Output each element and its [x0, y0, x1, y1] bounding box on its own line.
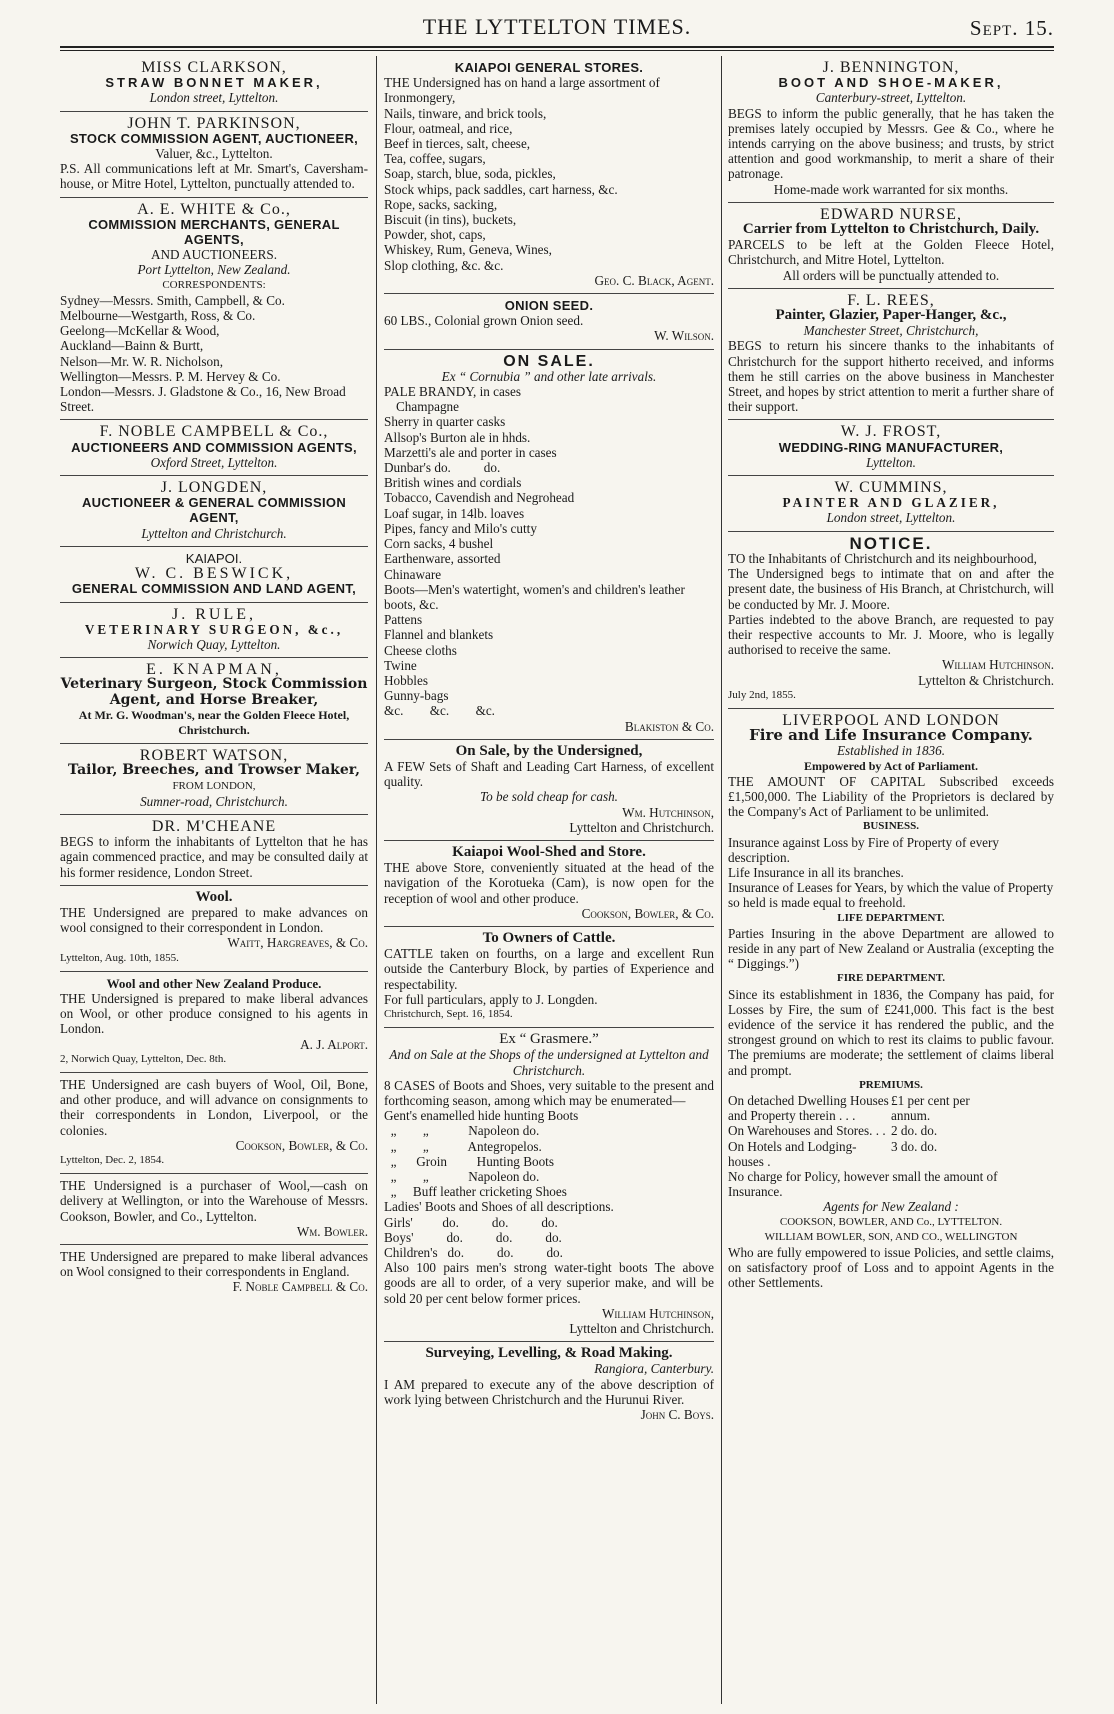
ad-name: J. LONGDEN, — [160, 479, 268, 497]
ad-item: Stock whips, pack saddles, cart harness, &c. — [384, 181, 618, 197]
premium-label: On Warehouses and Stores. . . — [728, 1123, 886, 1139]
ad-signature: Wm. Hutchinson, — [622, 804, 714, 820]
ad-item: Pattens — [384, 612, 423, 628]
ad-knapman — [60, 658, 368, 744]
ad-name: ROBERT WATSON, — [139, 747, 289, 765]
ad-item: Tea, coffee, sugars, — [384, 151, 486, 167]
ad-address: At Mr. G. Woodman's, near the Golden Fleece Hotel, Christchurch. — [78, 707, 350, 737]
ad-heading: KAIAPOI GENERAL STORES. — [454, 60, 644, 75]
ad-name: EDWARD NURSE, — [820, 205, 962, 223]
ad-item: Champagne — [396, 399, 459, 415]
ad-trade: PAINTER AND GLAZIER, — [782, 495, 1000, 511]
ad-item: Biscuit (in tins), buckets, — [384, 212, 517, 228]
ad-parkinson — [60, 112, 368, 198]
ad-item: Earthenware, assorted — [384, 551, 501, 567]
ad-name: LIVERPOOL AND LONDON — [782, 711, 1000, 729]
ad-text: I AM prepared to execute any of the above description of work lying between Christchurch and the Hurunui River. — [384, 1376, 714, 1407]
ad-address: Canterbury-street, Lyttelton. — [815, 90, 967, 106]
ad-date: Christchurch, Sept. 16, 1854. — [384, 1007, 513, 1020]
ad-signature: John C. Boys. — [640, 1407, 714, 1423]
ad-name: J. BENNINGTON, — [822, 59, 960, 76]
premium-rate: £1 per cent per — [891, 1093, 970, 1108]
ad-text: THE Undersigned is a purchaser of Wool,—cash on delivery at Wellington, or into the Warehouse of Messrs. Cookson, Bowler, and Co., Lyttelton. — [60, 1178, 368, 1224]
ad-sub: Empowered by Act of Parliament. — [803, 758, 979, 773]
column-3 — [728, 56, 1054, 1704]
premium-row — [728, 1139, 1054, 1169]
ad-trade: COMMISSION MERCHANTS, GENERAL AGENTS, — [88, 216, 340, 248]
ad-sub: AND AUCTIONEERS. — [150, 247, 277, 263]
ad-address: Rangiora, Canterbury. — [594, 1361, 714, 1377]
ad-sub: Valuer, &c., Lyttelton. — [155, 146, 273, 162]
ad-item: „ „ Napoleon do. — [384, 1123, 540, 1139]
premium-label: and Property therein . . . — [728, 1108, 856, 1124]
ad-campbell-wool — [60, 1245, 368, 1300]
ad-text: P.S. All communications left at Mr. Smart's, Caversham-house, or Mitre Hotel, Lyttelton, punctually attended to. — [60, 161, 368, 192]
ad-on-sale — [384, 350, 714, 740]
ad-signature: W. Wilson. — [654, 328, 714, 344]
ad-text: Parties indebted to the above Branch, are requested to pay their respective accounts to Mr. J. Moore, who is legally authorised to receive the same. — [728, 611, 1054, 658]
premium-rate: 3 do. do. — [891, 1138, 938, 1154]
ad-longden — [60, 476, 368, 547]
ad-address: Manchester Street, Christchurch, — [803, 323, 979, 339]
ad-address: Lyttelton and Christchurch. — [141, 525, 287, 541]
ad-address: Norwich Quay, Lyttelton. — [147, 636, 281, 652]
ad-rees — [728, 289, 1054, 421]
ad-heading: Wool and other New Zealand Produce. — [106, 975, 322, 991]
ad-cookson — [60, 1073, 368, 1174]
ad-text: The Undersigned begs to intimate that on and after the present date, the business of His Branch, at Christchurch, will be conducted by Mr. J. Moore. — [728, 566, 1054, 612]
masthead — [60, 14, 1054, 42]
ad-item: Chinaware — [384, 566, 442, 582]
ad-name: W. J. FROST, — [840, 423, 942, 441]
ad-clarkson — [60, 56, 368, 112]
ad-text: BEGS to inform the inhabitants of Lyttelton that he has again commenced practice, and may be consulted daily at his former residence, London Street. — [60, 834, 368, 880]
ad-trade: Veterinary Surgeon, Stock Commission Agent, and Horse Breaker, — [60, 676, 368, 708]
ad-text: THE above Store, conveniently situated at the head of the navigation of the Korotueka (Cam), is now open for the reception of wool and other produce. — [384, 860, 714, 906]
ad-item: Sherry in quarter casks — [384, 414, 506, 430]
ad-trade: VETERINARY SURGEON, &c., — [84, 621, 344, 637]
ad-bowler — [60, 1174, 368, 1245]
ad-produce — [60, 972, 368, 1073]
ad-cattle — [384, 927, 714, 1028]
column-divider — [376, 56, 377, 1704]
top-rule-thin — [60, 50, 1054, 51]
ad-trade: AUCTIONEERS AND COMMISSION AGENTS, — [71, 439, 357, 455]
ad-section-heading: PREMIUMS. — [859, 1078, 923, 1091]
ad-signature: Blakiston & Co. — [624, 718, 714, 734]
ad-date: 2, Norwich Quay, Lyttelton, Dec. 8th. — [60, 1052, 227, 1065]
ad-signature-place: Lyttelton and Christchurch. — [569, 819, 714, 835]
ad-rule — [60, 603, 368, 659]
ad-text: THE AMOUNT OF CAPITAL Subscribed exceeds £1,500,000. The Liability of the Proprietors is declared by the Company's Act of Parliament to be unlimited. — [728, 773, 1054, 820]
ad-line: Auckland—Bainn & Burtt, — [60, 338, 204, 354]
ad-signature: William Hutchinson. — [941, 657, 1054, 673]
ad-text: Since its establishment in 1836, the Company has paid, for Losses by Fire, the sum of £241,000. This fact is the best evidence of the service it has rendered the public, and the strongest ground on which to rest its claims to public favour. The premiums are moderate; the settlement of claims liberal and prompt. — [728, 986, 1054, 1078]
ad-item: „ „ Antegropelos. — [384, 1138, 542, 1154]
ad-text: CATTLE taken on fourths, on a large and excellent Run outside the Canterbury Block, by parties of Experience and respectability. — [384, 946, 714, 992]
ad-nurse — [728, 203, 1054, 289]
ad-item: Twine — [384, 657, 417, 673]
ad-date: Lyttelton, Aug. 10th, 1855. — [60, 951, 179, 964]
ad-white — [60, 198, 368, 421]
ad-date: Lyttelton, Dec. 2, 1854. — [60, 1154, 165, 1166]
ad-place: KAIAPOI. — [185, 550, 243, 566]
ad-signature: Waitt, Hargreaves, & Co. — [227, 935, 368, 951]
ad-trade: BOOT AND SHOE-MAKER, — [778, 75, 1004, 91]
ad-sub: To be sold cheap for cash. — [480, 789, 618, 805]
ad-trade: GENERAL COMMISSION AND LAND AGENT, — [71, 581, 357, 597]
ad-surveying — [384, 1342, 714, 1427]
ad-item: Gent's enamelled hide hunting Boots — [384, 1108, 579, 1124]
ad-text: THE Undersigned is prepared to make liberal advances on Wool, or other produce consigned to his agents in London. — [60, 990, 368, 1037]
ad-text: For full particulars, apply to J. Longden. — [384, 991, 598, 1007]
ad-item: Boots—Men's watertight, women's and children's leather boots, &c. — [384, 581, 685, 612]
ad-signature-place: Lyttelton and Christchurch. — [569, 1321, 714, 1337]
ad-address: Oxford Street, Lyttelton. — [150, 454, 278, 470]
ad-line: Wellington—Messrs. P. M. Hervey & Co. — [60, 368, 281, 384]
ad-signature: Cookson, Bowler, & Co. — [581, 905, 714, 921]
ad-correspondents: CORRESPONDENTS: — [162, 278, 266, 291]
ad-name: A. E. WHITE & Co., — [137, 200, 291, 218]
ad-agent: WILLIAM BOWLER, SON, AND CO., WELLINGTON — [764, 1230, 1018, 1243]
ad-frost — [728, 420, 1054, 476]
ad-item: PALE BRANDY, in cases — [384, 384, 522, 400]
ad-notice — [728, 532, 1054, 709]
premium-rate: annum. — [891, 1108, 931, 1124]
ad-item: Corn sacks, 4 bushel — [384, 536, 494, 552]
ad-text: A FEW Sets of Shaft and Leading Cart Harness, of excellent quality. — [384, 758, 714, 790]
ad-text: BEGS to inform the public generally, that he has taken the premises lately occupied by Messrs. Gee & Co., where he intends carrying on the above business; and trusts, by strict attention and good workmanship, to merit a share of their patronage. — [728, 105, 1054, 182]
ad-note: Home-made work warranted for six months. — [773, 181, 1009, 197]
ad-text: THE Undersigned are prepared to make liberal advances on Wool consigned to their correspondents in England. — [60, 1249, 368, 1280]
issue-date: Sept. 15. — [969, 16, 1054, 40]
ad-note: No charge for Policy, however small the amount of Insurance. — [728, 1169, 998, 1200]
ad-item: Soap, starch, blue, soda, pickles, — [384, 166, 556, 182]
ad-trade: WEDDING-RING MANUFACTURER, — [778, 439, 1004, 455]
ad-item: Flour, oatmeal, and rice, — [384, 120, 513, 136]
ad-name: DR. M'CHEANE — [151, 817, 277, 835]
ad-text: PARCELS to be left at the Golden Fleece Hotel, Christchurch, and Mitre Hotel, Lyttelton. — [728, 237, 1054, 268]
ad-item: Insurance of Leases for Years, by which the value of Property so held is made equal to freehold. — [728, 880, 1054, 911]
ad-text: 60 LBS., Colonial grown Onion seed. — [384, 313, 584, 329]
ad-harness — [384, 740, 714, 841]
ad-sub: Agents for New Zealand : — [823, 1199, 959, 1215]
ad-text: THE Undersigned are prepared to make advances on wool consigned to their correspondent in London. — [60, 904, 368, 936]
ad-line: Geelong—McKellar & Wood, — [60, 323, 220, 339]
premium-row — [728, 1108, 1054, 1123]
ad-section-heading: LIFE DEPARTMENT. — [837, 911, 945, 924]
ad-item: „ Groin Hunting Boots — [384, 1153, 554, 1169]
ad-heading: ON SALE. — [503, 352, 595, 370]
ad-mcheane — [60, 815, 368, 886]
ad-signature: William Hutchinson, — [601, 1305, 714, 1321]
ad-item: „ Buff leather cricketing Shoes — [384, 1184, 567, 1200]
ad-item: Girls' do. do. do. — [384, 1214, 558, 1230]
ad-name: F. NOBLE CAMPBELL & Co., — [99, 423, 329, 441]
ad-item: Powder, shot, caps, — [384, 227, 486, 243]
ad-section-heading: FIRE DEPARTMENT. — [837, 972, 945, 985]
ad-item: Pipes, fancy and Milo's cutty — [384, 520, 537, 536]
ad-address: Lyttelton. — [866, 454, 916, 470]
ad-item: Loaf sugar, in 14lb. loaves — [384, 505, 525, 521]
ad-item: Children's do. do. do. — [384, 1245, 563, 1261]
ad-text: 8 CASES of Boots and Shoes, very suitable to the present and forthcoming season, among which may be enumerated— — [384, 1077, 714, 1108]
column-2 — [384, 56, 714, 1704]
ad-signature: Wm. Bowler. — [296, 1223, 368, 1239]
ad-name: J. RULE, — [172, 605, 256, 623]
ad-line: Nelson—Mr. W. R. Nicholson, — [60, 353, 224, 369]
ad-item: Ironmongery, — [384, 90, 456, 106]
ad-kaiapoi-stores — [384, 56, 714, 294]
ad-trade: Tailor, Breeches, and Trowser Maker, — [67, 762, 361, 779]
premium-row — [728, 1123, 1054, 1138]
ad-address: London street, Lyttelton. — [826, 510, 956, 526]
ad-woolshed — [384, 841, 714, 927]
ad-sub: Ex “ Cornubia ” and other late arrivals. — [441, 368, 657, 384]
ad-signature: Geo. C. Black, Agent. — [594, 272, 714, 288]
ad-item: Nails, tinware, and brick tools, — [384, 105, 547, 121]
ad-trade: Fire and Life Insurance Company. — [749, 726, 1033, 745]
ad-agent: COOKSON, BOWLER, AND Co., LYTTELTON. — [779, 1215, 1003, 1228]
ad-line: London—Messrs. J. Gladstone & Co., 16, New Broad Street. — [60, 384, 346, 415]
ad-item: British wines and cordials — [384, 475, 522, 491]
ad-item: Tobacco, Cavendish and Negrohead — [384, 490, 575, 506]
ad-item: Marzetti's ale and porter in cases — [384, 444, 557, 460]
top-rule — [60, 46, 1054, 48]
ad-line: Melbourne—Westgarth, Ross, & Co. — [60, 308, 256, 324]
ad-heading: Surveying, Levelling, & Road Making. — [425, 1345, 673, 1362]
column-1 — [60, 56, 368, 1704]
ad-onion-seed — [384, 294, 714, 350]
ad-trade: STRAW BONNET MAKER, — [105, 75, 323, 91]
ad-item: &c. &c. &c. — [384, 703, 495, 719]
ad-name: E. KNAPMAN, — [146, 661, 282, 679]
ad-item: Dunbar's do. do. — [384, 460, 501, 476]
ad-signature: Cookson, Bowler, & Co. — [235, 1137, 368, 1153]
ad-sub: And on Sale at the Shops of the undersigned at Lyttelton and Christchurch. — [389, 1047, 709, 1078]
ad-grasmere — [384, 1028, 714, 1342]
ad-address: London street, Lyttelton. — [149, 90, 279, 106]
ad-item: Whiskey, Rum, Geneva, Wines, — [384, 242, 552, 258]
ad-item: Life Insurance in all its branches. — [728, 864, 904, 880]
ad-text: THE Undersigned has on hand a large assortment of — [384, 75, 660, 91]
ad-signature: A. J. Alport. — [300, 1036, 368, 1052]
ad-signature-place: Lyttelton & Christchurch. — [918, 672, 1054, 688]
ad-heading: Ex “ Grasmere.” — [499, 1031, 599, 1048]
ad-heading: Wool. — [195, 888, 233, 905]
ad-line: Sydney—Messrs. Smith, Campbell, & Co. — [60, 292, 285, 308]
ad-cummins — [728, 476, 1054, 532]
column-divider — [721, 56, 722, 1704]
ad-section-heading: BUSINESS. — [863, 820, 919, 833]
ad-item: Flannel and blankets — [384, 627, 494, 643]
newspaper-title: THE LYTTELTON TIMES. — [422, 14, 692, 39]
ad-heading: To Owners of Cattle. — [482, 929, 616, 946]
ad-heading: NOTICE. — [849, 533, 933, 553]
premium-row — [728, 1093, 1054, 1108]
ad-campbell — [60, 420, 368, 476]
ad-text: THE Undersigned are cash buyers of Wool, Oil, Bone, and other produce, and will advance on consignments to their correspondents in London, Liverpool, or the colonies. — [60, 1076, 368, 1138]
ad-trade: Carrier from Lyttelton to Christchurch, Daily. — [742, 221, 1040, 238]
ad-name: MISS CLARKSON, — [141, 59, 287, 76]
ad-trade: Painter, Glazier, Paper-Hanger, &c., — [775, 307, 1007, 324]
ad-text: Also 100 pairs men's strong water-tight boots The above goods are all to order, of a very superior make, and will be sold 20 per cent below former prices. — [384, 1260, 714, 1306]
ad-item: Ladies' Boots and Shoes of all descriptions. — [384, 1199, 614, 1215]
ad-trade: AUCTIONEER & GENERAL COMMISSION AGENT, — [81, 495, 347, 526]
ad-item: Insurance against Loss by Fire of Property of every description. — [728, 834, 1000, 865]
ad-item: Rope, sacks, sacking, — [384, 196, 498, 212]
ad-trade: STOCK COMMISSION AGENT, AUCTIONEER, — [69, 130, 359, 146]
ad-name: JOHN T. PARKINSON, — [127, 114, 301, 132]
ad-watson — [60, 744, 368, 815]
ad-text: Parties Insuring in the above Department are allowed to reside in any part of New Zealand or Australia (excepting the “ Diggings.”) — [728, 925, 1054, 972]
ad-name: F. L. REES, — [847, 291, 935, 309]
ad-liverpool — [728, 709, 1054, 1296]
ad-item: Cheese cloths — [384, 642, 457, 658]
ad-bennington — [728, 56, 1054, 203]
ad-signature: F. Noble Campbell & Co. — [232, 1279, 368, 1295]
ad-sub: Established in 1836. — [836, 743, 946, 759]
ad-heading: Kaiapoi Wool-Shed and Store. — [452, 843, 646, 860]
ad-item: Hobbles — [384, 672, 428, 688]
ad-wool — [60, 886, 368, 972]
ad-text: BEGS to return his sincere thanks to the inhabitants of Christchurch for the support hitherto received, and informs them he still carries on the above business in Manchester Street, and hopes by strict attention to merit a further share of their support. — [728, 338, 1054, 415]
ad-note: All orders will be punctually attended to. — [782, 267, 1000, 283]
ad-name: W. CUMMINS, — [834, 479, 948, 497]
ad-text: Who are fully empowered to issue Policies, and settle claims, on satisfactory proof of Loss and to appoint Agents in the other Settlements. — [728, 1245, 1054, 1291]
ad-item: Boys' do. do. do. — [384, 1229, 562, 1245]
ad-item: Gunny-bags — [384, 688, 449, 704]
ad-beswick — [60, 547, 368, 603]
ad-item: Beef in tierces, salt, cheese, — [384, 136, 531, 152]
ad-heading: On Sale, by the Undersigned, — [455, 742, 643, 759]
ad-date: July 2nd, 1855. — [728, 688, 796, 701]
ad-item: Allsop's Burton ale in hhds. — [384, 429, 531, 445]
ad-name: W. C. BESWICK, — [134, 565, 294, 583]
ad-heading: ONION SEED. — [504, 298, 594, 314]
ad-address: Port Lyttelton, New Zealand. — [137, 262, 291, 278]
ad-text: TO the Inhabitants of Christchurch and its neighbourhood, — [728, 550, 1037, 566]
ad-sub: FROM LONDON, — [172, 779, 256, 792]
premium-label: On detached Dwelling Houses — [728, 1093, 889, 1108]
premium-rate: 2 do. do. — [891, 1123, 938, 1139]
ad-item: Slop clothing, &c. &c. — [384, 257, 504, 273]
ad-address: Sumner-road, Christchurch. — [140, 793, 288, 809]
ad-item: „ „ Napoleon do. — [384, 1169, 540, 1185]
premium-label: On Hotels and Lodging-houses . — [728, 1138, 857, 1169]
